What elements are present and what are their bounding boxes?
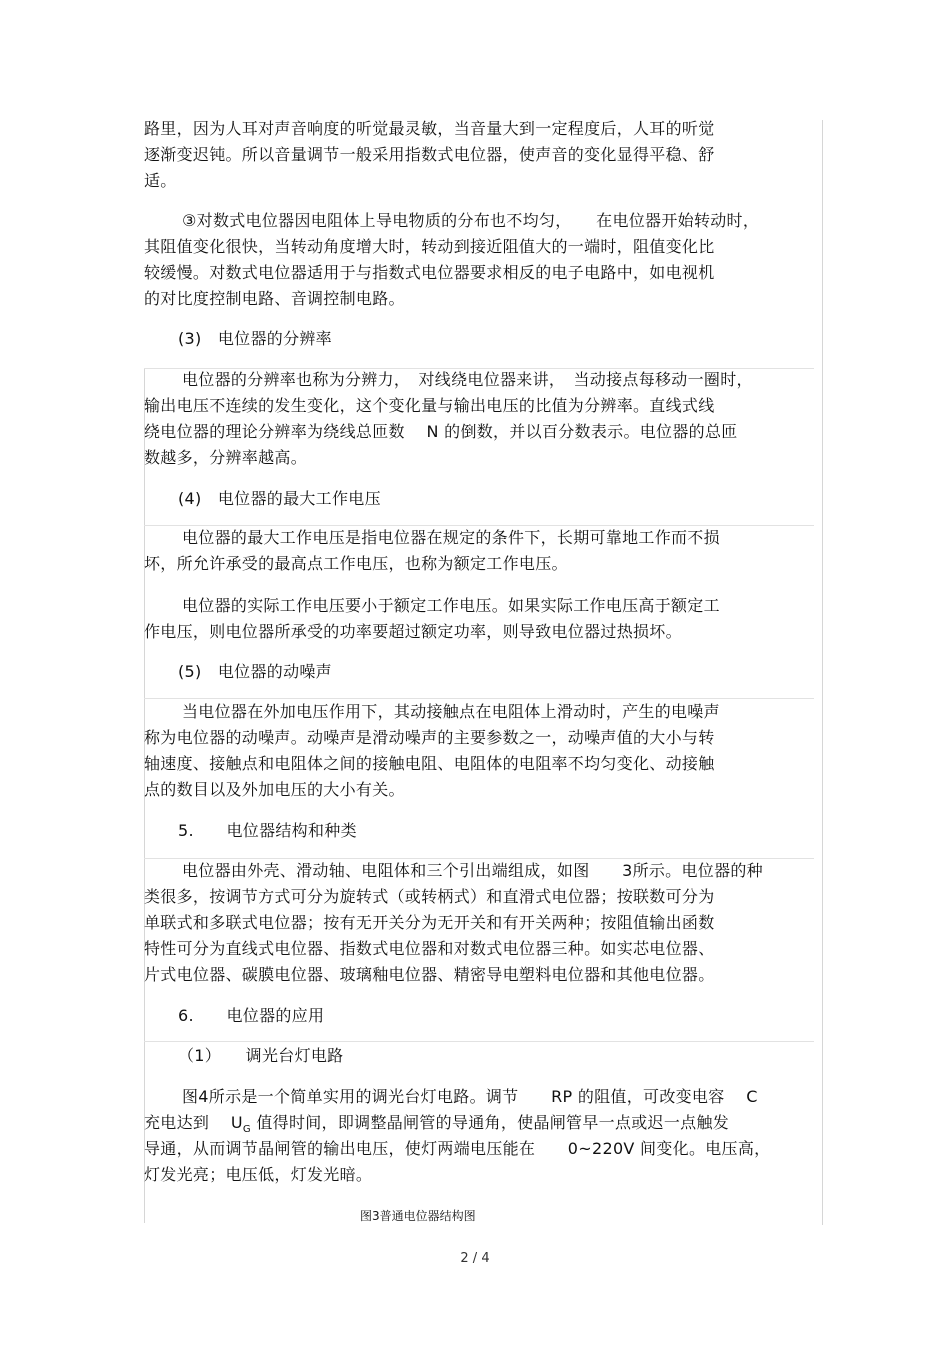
body-text-line: 当电位器在外加电压作用下，其动接触点在电阻体上滑动时，产生的电噪声 <box>182 702 720 721</box>
body-text-line: 片式电位器、碳膜电位器、玻璃釉电位器、精密导电塑料电位器和其他电位器。 <box>144 965 715 984</box>
body-text-line: 路里，因为人耳对声音响度的听觉最灵敏，当音量大到一定程度后，人耳的听觉 <box>144 119 715 138</box>
body-text-line: 数越多，分辨率越高。 <box>144 448 308 467</box>
body-text-line: 电位器的分辨率也称为分辨力， 对线绕电位器来讲， 当动接点每移动一圈时， <box>182 370 753 389</box>
text-fragment: 充电达到 U <box>144 1113 243 1132</box>
body-text-line: 坏，所允许承受的最高点工作电压，也称为额定工作电压。 <box>144 554 568 573</box>
section-heading: 5. 电位器结构和种类 <box>178 821 357 840</box>
body-text-line: 单联式和多联式电位器；按有无开关分为无开关和有开关两种；按阻值输出函数 <box>144 913 715 932</box>
divider-line <box>144 1041 814 1042</box>
body-text-line: 的对比度控制电路、音调控制电路。 <box>144 289 405 308</box>
section-heading: (5) 电位器的动噪声 <box>178 662 332 681</box>
text-fragment: 值得时间，即调整晶闸管的导通角，使晶闸管早一点或迟一点触发 <box>250 1113 730 1132</box>
body-text-line: 称为电位器的动噪声。动噪声是滑动噪声的主要参数之一，动噪声值的大小与转 <box>144 728 715 747</box>
subscript: G <box>242 1124 251 1136</box>
section-heading: (3) 电位器的分辨率 <box>178 329 332 348</box>
body-text-line: 输出电压不连续的发生变化，这个变化量与输出电压的比值为分辨率。直线式线 <box>144 396 715 415</box>
section-heading: （1） 调光台灯电路 <box>178 1046 344 1065</box>
body-text-line: 电位器由外壳、滑动轴、电阻体和三个引出端组成，如图 3所示。电位器的种 <box>182 861 763 880</box>
body-text-line: 作电压，则电位器所承受的功率要超过额定功率，则导致电位器过热损坏。 <box>144 622 682 641</box>
body-text-line: 图4所示是一个简单实用的调光台灯电路。调节 RP 的阻值，可改变电容 C <box>182 1087 758 1106</box>
body-text-line: 点的数目以及外加电压的大小有关。 <box>144 780 405 799</box>
body-text-line: 特性可分为直线式电位器、指数式电位器和对数式电位器三种。如实芯电位器、 <box>144 939 715 958</box>
body-text-line: 绕电位器的理论分辨率为绕线总匝数 N 的倒数，并以百分数表示。电位器的总匝 <box>144 422 738 441</box>
section-heading: (4) 电位器的最大工作电压 <box>178 489 381 508</box>
body-text-line: 轴速度、接触点和电阻体之间的接触电阻、电阻体的电阻率不均匀变化、动接触 <box>144 754 715 773</box>
section-heading: 6. 电位器的应用 <box>178 1006 325 1025</box>
body-text-line: 灯发光亮；电压低，灯发光暗。 <box>144 1165 373 1184</box>
body-text-line: 其阻值变化很快，当转动角度增大时，转动到接近阻值大的一端时，阻值变化比 <box>144 237 715 256</box>
body-text-line: 电位器的实际工作电压要小于额定工作电压。如果实际工作电压高于额定工 <box>182 596 720 615</box>
body-text-line: 逐渐变迟钝。所以音量调节一般采用指数式电位器，使声音的变化显得平稳、舒 <box>144 145 715 164</box>
body-text-line: 类很多，按调节方式可分为旋转式（或转柄式）和直滑式电位器；按联数可分为 <box>144 887 715 906</box>
body-text-line: ③对数式电位器因电阻体上导电物质的分布也不均匀， 在电位器开始转动时， <box>182 211 760 230</box>
body-text-line: 较缓慢。对数式电位器适用于与指数式电位器要求相反的电子电路中，如电视机 <box>144 263 715 282</box>
divider-line <box>144 698 814 699</box>
page-number: 2 / 4 <box>460 1251 490 1266</box>
figure-caption: 图3普通电位器结构图 <box>360 1209 476 1223</box>
body-text-line: 适。 <box>144 171 177 190</box>
body-text-line: 电位器的最大工作电压是指电位器在规定的条件下，长期可靠地工作而不损 <box>182 528 720 547</box>
body-text-line: 导通，从而调节晶闸管的输出电压，使灯两端电压能在 0~220V 间变化。电压高， <box>144 1139 771 1158</box>
